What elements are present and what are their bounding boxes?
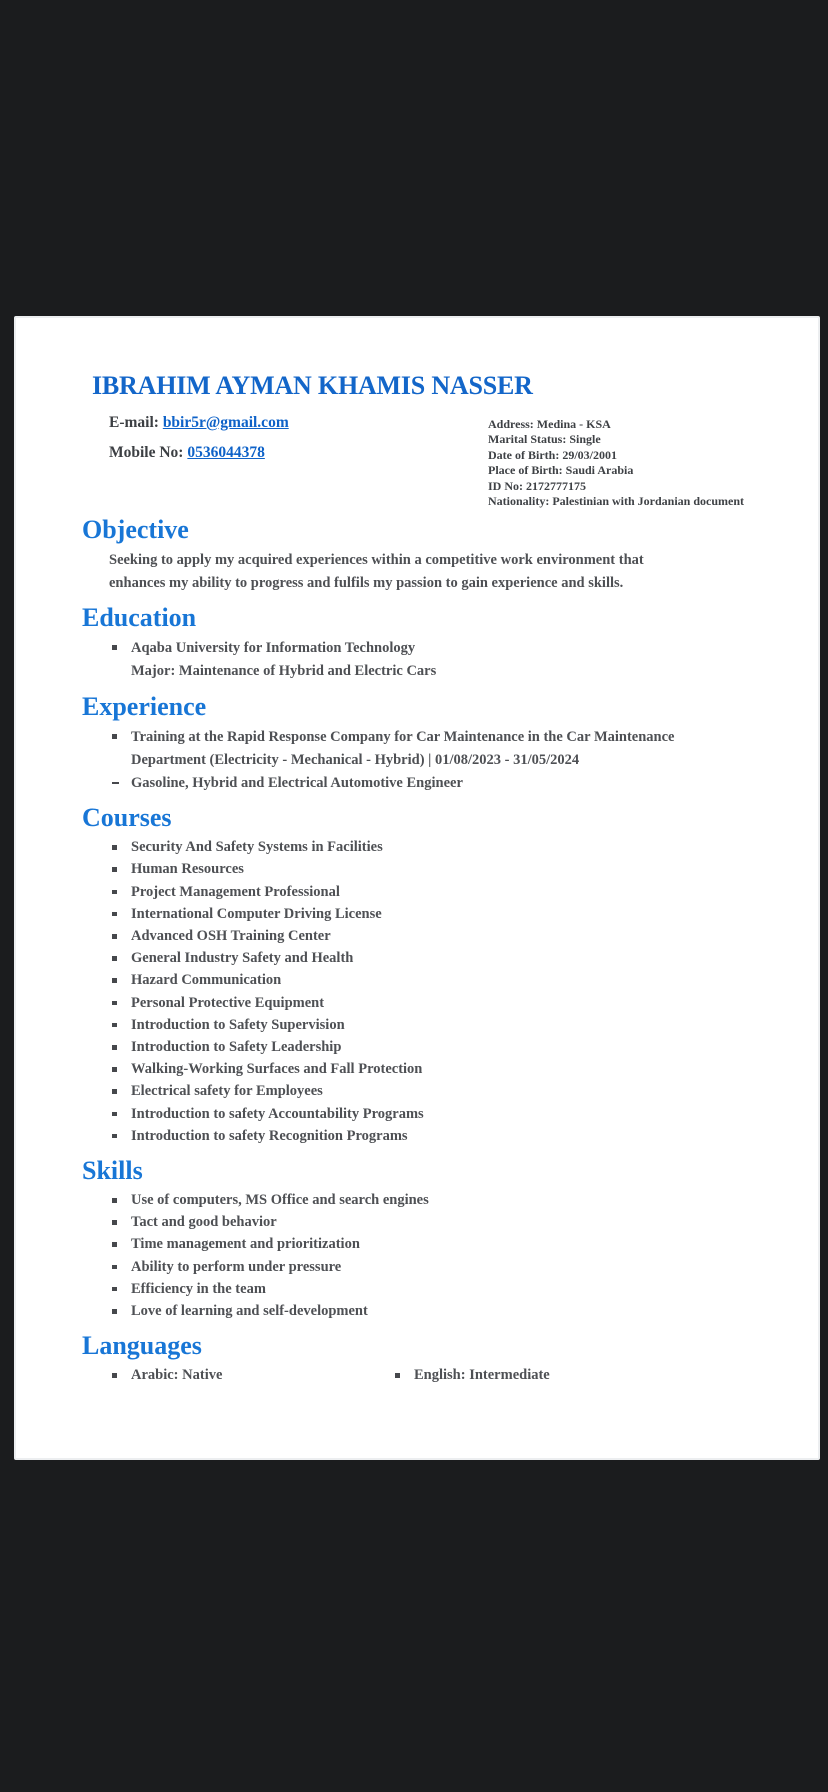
education-list — [111, 636, 772, 683]
personal-info-line: Address: Medina - KSA — [488, 417, 611, 431]
course-label: Advanced OSH Training Center — [131, 928, 331, 945]
courses-heading: Courses — [82, 803, 172, 833]
course-item — [111, 969, 772, 991]
skill-label: Love of learning and self-development — [131, 1303, 368, 1320]
skill-item — [111, 1256, 772, 1278]
course-item — [111, 947, 772, 969]
experience-item — [111, 772, 772, 794]
skill-item — [111, 1211, 772, 1233]
section-education — [82, 603, 772, 683]
mobile-link[interactable]: 0536044378 — [187, 444, 265, 461]
languages-heading: Languages — [82, 1331, 202, 1361]
course-item — [111, 925, 772, 947]
course-item — [111, 1014, 772, 1036]
course-label: Electrical safety for Employees — [131, 1083, 323, 1100]
experience-line: Training at the Rapid Response Company for Car Maintenance in the Car Maintenance — [131, 729, 675, 745]
course-item — [111, 1058, 772, 1080]
education-item — [111, 636, 772, 683]
skill-item — [111, 1278, 772, 1300]
bullet-square-icon — [112, 1265, 117, 1270]
bullet-square-icon — [112, 734, 117, 739]
experience-list — [111, 725, 772, 794]
skills-list — [111, 1189, 772, 1322]
course-label: Security And Safety Systems in Facilities — [131, 839, 383, 856]
language-label: English: Intermediate — [414, 1367, 550, 1384]
skill-item — [111, 1300, 772, 1322]
course-label: Introduction to safety Recognition Programs — [131, 1127, 408, 1144]
bullet-square-icon — [112, 1001, 117, 1006]
personal-info-line: ID No: 2172777175 — [488, 478, 586, 493]
course-item — [111, 1103, 772, 1125]
course-item — [111, 1036, 772, 1058]
objective-heading: Objective — [82, 515, 189, 544]
skill-label: Efficiency in the team — [131, 1280, 266, 1297]
email-link[interactable]: bbir5r@gmail.com — [162, 414, 289, 431]
resume-header — [82, 370, 772, 509]
dash-bullet-icon — [112, 782, 119, 784]
experience-line: Department (Electricity - Mechanical - Hybrid) | 01/08/2023 - 31/05/2024 — [131, 752, 580, 768]
course-item — [111, 836, 772, 858]
skill-item — [111, 1233, 772, 1255]
course-item — [111, 1125, 772, 1147]
bullet-square-icon — [112, 1373, 117, 1378]
experience-heading: Experience — [82, 692, 207, 721]
bullet-square-icon — [112, 890, 117, 895]
bullet-square-icon — [112, 1242, 117, 1247]
bullet-square-icon — [112, 645, 117, 650]
skill-item — [111, 1189, 772, 1211]
personal-info-line: Nationality: Palestinian with Jordanian document — [488, 494, 745, 509]
bullet-square-icon — [112, 1287, 117, 1292]
bullet-square-icon — [112, 867, 117, 872]
bullet-square-icon — [112, 1023, 117, 1028]
section-skills — [82, 1156, 772, 1322]
bullet-square-icon — [112, 1089, 117, 1094]
skill-label: Ability to perform under pressure — [131, 1258, 342, 1275]
experience-role: Gasoline, Hybrid and Electrical Automotive Engineer — [131, 775, 463, 791]
education-school: Aqaba University for Information Technology — [131, 640, 416, 656]
course-label: Hazard Communication — [131, 972, 282, 989]
course-label: Walking-Working Surfaces and Fall Protection — [131, 1061, 423, 1078]
resume-name: IBRAHIM AYMAN KHAMIS NASSER — [92, 371, 533, 400]
bullet-square-icon — [112, 934, 117, 939]
section-courses — [82, 803, 772, 1147]
language-item — [394, 1364, 550, 1386]
course-label: Project Management Professional — [131, 883, 340, 900]
bullet-square-icon — [395, 1373, 400, 1378]
languages-list — [111, 1364, 772, 1386]
course-item — [111, 992, 772, 1014]
course-item — [111, 1080, 772, 1102]
bullet-square-icon — [112, 1220, 117, 1225]
language-label: Arabic: Native — [131, 1367, 223, 1384]
bullet-square-icon — [112, 1134, 117, 1139]
bullet-square-icon — [112, 1045, 117, 1050]
education-heading: Education — [82, 603, 197, 632]
skill-label: Time management and prioritization — [131, 1236, 360, 1253]
course-label: International Computer Driving License — [131, 905, 382, 922]
courses-list — [111, 836, 772, 1147]
resume-page — [14, 316, 820, 1460]
personal-info-line: Place of Birth: Saudi Arabia — [488, 463, 634, 478]
skill-label: Use of computers, MS Office and search engines — [131, 1192, 429, 1209]
bullet-square-icon — [112, 956, 117, 961]
objective-line: enhances my ability to progress and fulfils my passion to gain experience and skills. — [109, 574, 624, 591]
personal-info-line: Date of Birth: 29/03/2001 — [488, 447, 617, 462]
bullet-square-icon — [112, 1309, 117, 1314]
objective-paragraph — [109, 549, 772, 594]
course-label: Introduction to Safety Supervision — [131, 1016, 345, 1033]
course-item — [111, 903, 772, 925]
language-item — [111, 1364, 394, 1386]
course-label: Human Resources — [131, 861, 244, 878]
section-experience — [82, 692, 772, 794]
skill-label: Tact and good behavior — [131, 1214, 277, 1231]
personal-info-line: Marital Status: Single — [488, 432, 601, 447]
bullet-square-icon — [112, 845, 117, 850]
objective-line: Seeking to apply my acquired experiences within a competitive work environment that — [109, 552, 644, 568]
bullet-square-icon — [112, 1112, 117, 1117]
experience-item — [111, 725, 772, 772]
course-item — [111, 858, 772, 880]
bullet-square-icon — [112, 912, 117, 917]
bullet-square-icon — [112, 1067, 117, 1072]
course-label: Introduction to Safety Leadership — [131, 1039, 342, 1056]
course-label: Introduction to safety Accountability Programs — [131, 1105, 424, 1122]
section-objective — [82, 515, 772, 594]
section-languages — [82, 1331, 772, 1386]
email-label: E-mail: — [109, 414, 159, 431]
personal-info-block — [488, 417, 744, 509]
course-label: Personal Protective Equipment — [131, 994, 325, 1011]
course-item — [111, 881, 772, 903]
bullet-square-icon — [112, 978, 117, 983]
mobile-label: Mobile No: — [109, 444, 184, 461]
education-major: Major: Maintenance of Hybrid and Electric Cars — [131, 663, 437, 679]
course-label: General Industry Safety and Health — [131, 950, 354, 967]
skills-heading: Skills — [82, 1156, 143, 1186]
bullet-square-icon — [112, 1198, 117, 1203]
